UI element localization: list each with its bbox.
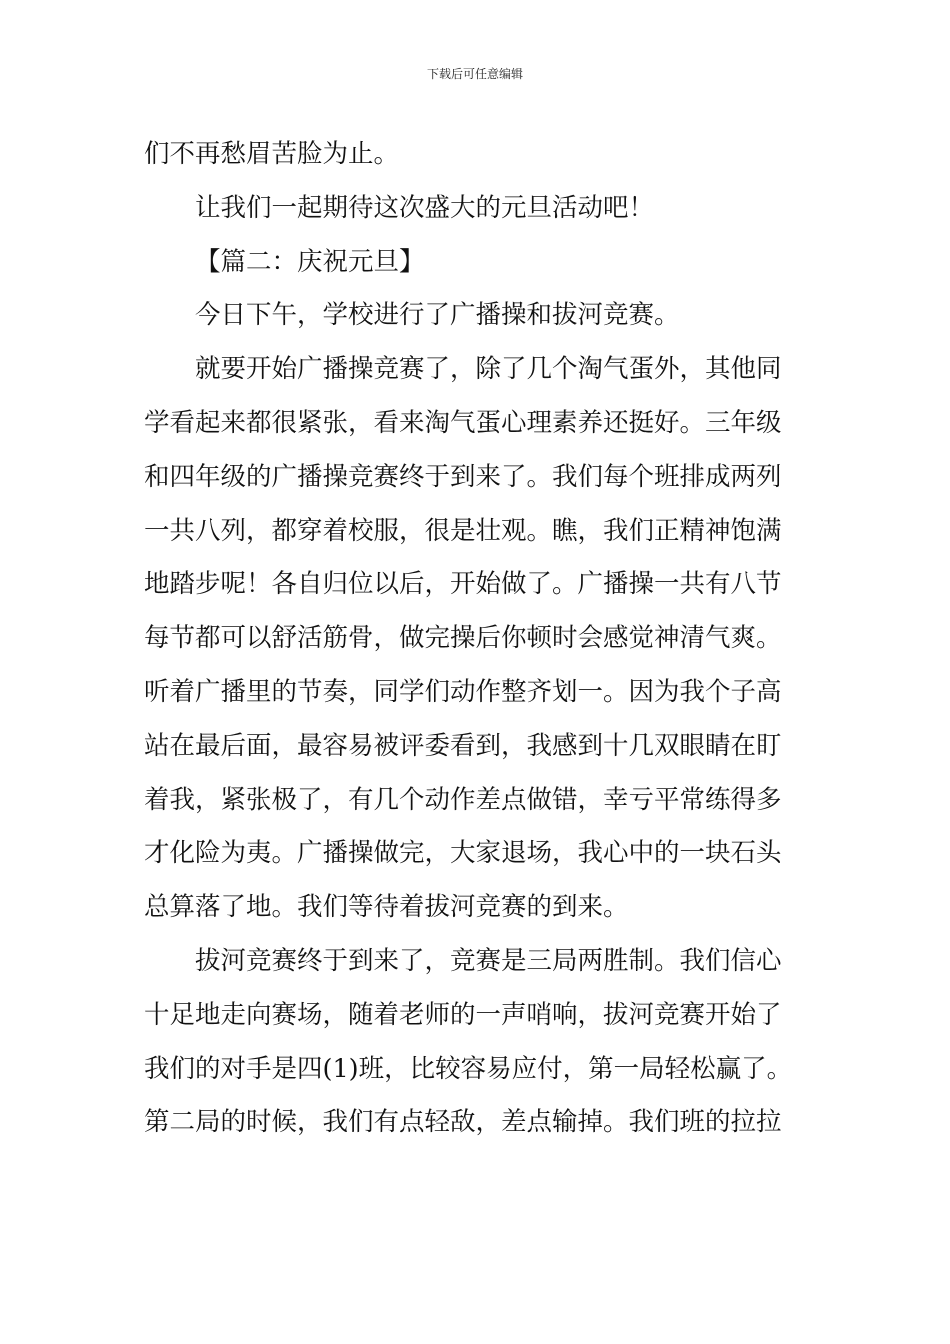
section-heading: 【篇二：庆祝元旦】 [195, 246, 425, 277]
text-line: 十足地走向赛场，随着老师的一声哨响，拔河竞赛开始了 [144, 999, 782, 1030]
text-line: 学看起来都很紧张，看来淘气蛋心理素养还挺好。三年级 [144, 407, 782, 438]
text-line: 第二局的时候，我们有点轻敌，差点输掉。我们班的拉拉 [144, 1107, 782, 1138]
text-line: 着我，紧张极了，有几个动作差点做错，幸亏平常练得多 [144, 784, 782, 815]
text-line: 地踏步呢！各自归位以后，开始做了。广播操一共有八节 [144, 569, 782, 600]
text-line: 今日下午，学校进行了广播操和拔河竞赛。 [195, 300, 680, 331]
text-line: 听着广播里的节奏，同学们动作整齐划一。因为我个子高 [144, 676, 782, 707]
page-header: 下载后可任意编辑 [426, 67, 523, 81]
document-body [144, 128, 814, 1150]
text-line: 站在最后面，最容易被评委看到，我感到十几双眼睛在盯 [144, 730, 782, 761]
text-line: 总算落了地。我们等待着拔河竞赛的到来。 [144, 892, 629, 923]
text-line: 让我们一起期待这次盛大的元旦活动吧！ [195, 192, 655, 223]
text-line: 拔河竞赛终于到来了，竞赛是三局两胜制。我们信心 [195, 945, 782, 976]
text-line: 们不再愁眉苦脸为止。 [144, 139, 400, 169]
text-line: 才化险为夷。广播操做完，大家退场，我心中的一块石头 [144, 838, 782, 869]
text-line: 就要开始广播操竞赛了，除了几个淘气蛋外，其他同 [195, 354, 782, 385]
text-line: 一共八列，都穿着校服，很是壮观。瞧，我们正精神饱满 [144, 515, 782, 546]
text-line: 每节都可以舒活筋骨，做完操后你顿时会感觉神清气爽。 [144, 623, 782, 654]
text-line: 和四年级的广播操竞赛终于到来了。我们每个班排成两列 [144, 461, 782, 492]
text-line: 我们的对手是四(1)班，比较容易应付，第一局轻松赢了。 [144, 1053, 793, 1084]
